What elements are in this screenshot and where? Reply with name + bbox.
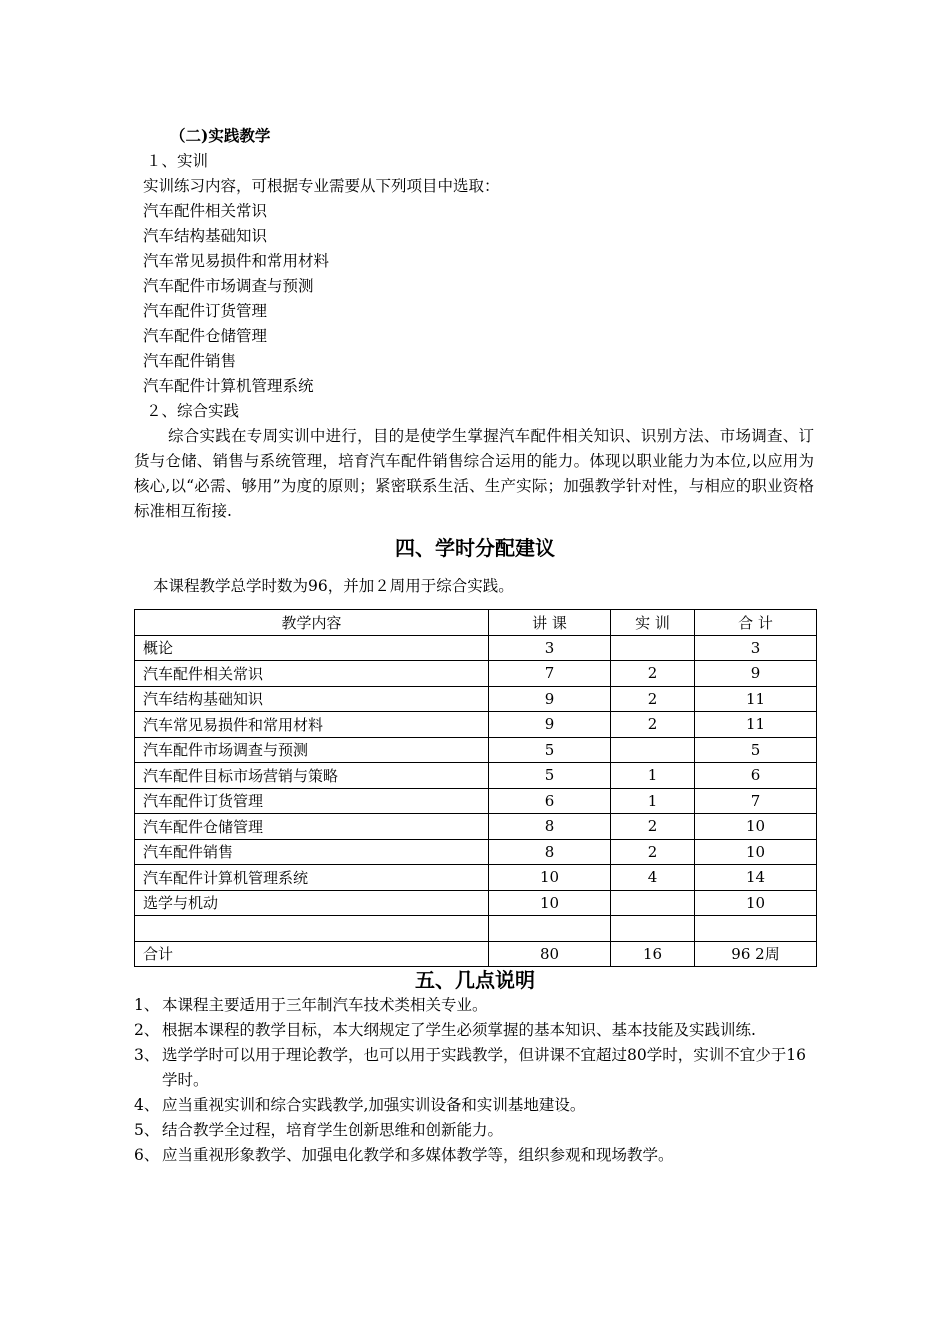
header-practice: 实 训	[611, 610, 695, 636]
practice-heading: （二)实践教学	[170, 126, 271, 145]
cell-practice: 1	[611, 763, 695, 789]
note-item	[134, 1043, 814, 1092]
cell-lecture: 10	[489, 890, 611, 916]
cell-total: 6	[695, 763, 817, 789]
cell-practice	[611, 635, 695, 661]
cell-lecture: 8	[489, 814, 611, 840]
header-lecture: 讲 课	[489, 610, 611, 636]
practice-item: 汽车配件相关常识	[143, 202, 268, 220]
table-row	[135, 865, 817, 891]
cell-lecture: 8	[489, 839, 611, 865]
hours-table	[134, 609, 817, 967]
note-item	[134, 1118, 814, 1143]
cell-lecture: 10	[489, 865, 611, 891]
cell-content: 汽车配件仓储管理	[135, 814, 489, 840]
cell-content: 汽车配件计算机管理系统	[135, 865, 489, 891]
practice-item: 汽车配件市场调查与预测	[143, 277, 314, 295]
table-header-row	[135, 610, 817, 636]
cell-total: 9	[695, 661, 817, 687]
note-number: 3、	[134, 1046, 160, 1064]
cell-content: 汽车结构基础知识	[135, 686, 489, 712]
section4-intro: 本课程教学总学时数为96，并加２周用于综合实践。	[153, 577, 514, 595]
table-row	[135, 814, 817, 840]
table-total-row	[135, 941, 817, 967]
table-row	[135, 788, 817, 814]
note-text: 结合教学全过程，培育学生创新思维和创新能力。	[162, 1121, 504, 1139]
cell-total: 10	[695, 814, 817, 840]
table-row	[135, 686, 817, 712]
cell-practice	[611, 890, 695, 916]
practice-item: 汽车配件销售	[143, 352, 237, 370]
cell-content: 选学与机动	[135, 890, 489, 916]
practice-sub1: １、实训	[146, 152, 209, 170]
cell-total: 7	[695, 788, 817, 814]
cell-content: 合计	[135, 941, 489, 967]
header-total: 合 计	[695, 610, 817, 636]
note-item	[134, 1143, 814, 1168]
cell-practice: 2	[611, 686, 695, 712]
practice-item: 汽车结构基础知识	[143, 227, 268, 245]
practice-item: 汽车配件订货管理	[143, 302, 268, 320]
practice-item: 汽车配件计算机管理系统	[143, 377, 314, 395]
practice-paragraph: 综合实践在专周实训中进行，目的是使学生掌握汽车配件相关知识、识别方法、市场调查、订货与仓储、销售与系统管理，培育汽车配件销售综合运用的能力。体现以职业能力为本位,以应用为核心,以“必需、够用”为度的原则；紧密联系生活、生产实际；加强教学针对性，与相应的职业资格标准相互衔接.	[134, 427, 814, 520]
cell-content: 汽车配件目标市场营销与策略	[135, 763, 489, 789]
cell-content: 汽车配件市场调查与预测	[135, 737, 489, 763]
cell-lecture: 7	[489, 661, 611, 687]
cell-practice: 2	[611, 661, 695, 687]
cell-total	[695, 916, 817, 942]
cell-lecture	[489, 916, 611, 942]
note-item	[134, 1018, 814, 1043]
cell-lecture: 5	[489, 763, 611, 789]
table-row	[135, 661, 817, 687]
table-row	[135, 890, 817, 916]
cell-practice: 16	[611, 941, 695, 967]
practice-item: 汽车配件仓储管理	[143, 327, 268, 345]
header-content: 教学内容	[135, 610, 489, 636]
note-text: 根据本课程的教学目标，本大纲规定了学生必须掌握的基本知识、基本技能及实践训练.	[162, 1021, 756, 1039]
cell-practice: 2	[611, 814, 695, 840]
cell-content: 汽车配件相关常识	[135, 661, 489, 687]
note-text: 应当重视形象教学、加强电化教学和多媒体教学等，组织参观和现场教学。	[162, 1146, 674, 1164]
practice-sub2: ２、综合实践	[146, 402, 240, 420]
cell-lecture: 80	[489, 941, 611, 967]
table-row	[135, 712, 817, 738]
cell-total: 3	[695, 635, 817, 661]
cell-practice: 4	[611, 865, 695, 891]
cell-practice	[611, 737, 695, 763]
cell-content	[135, 916, 489, 942]
note-number: 2、	[134, 1021, 160, 1039]
cell-total: 96 2周	[695, 941, 817, 967]
cell-total: 11	[695, 712, 817, 738]
cell-practice: 2	[611, 712, 695, 738]
cell-lecture: 5	[489, 737, 611, 763]
note-number: 5、	[134, 1121, 160, 1139]
section5-title: 五、几点说明	[415, 968, 535, 992]
note-number: 1、	[134, 996, 160, 1014]
cell-lecture: 3	[489, 635, 611, 661]
cell-practice: 1	[611, 788, 695, 814]
table-row	[135, 839, 817, 865]
practice-intro: 实训练习内容，可根据专业需要从下列项目中选取：	[143, 177, 500, 195]
practice-item: 汽车常见易损件和常用材料	[143, 252, 330, 270]
cell-lecture: 9	[489, 686, 611, 712]
note-text: 选学学时可以用于理论教学，也可以用于实践教学，但讲课不宜超过80学时，实训不宜少于16学时。	[162, 1046, 806, 1089]
cell-total: 10	[695, 839, 817, 865]
section4-title: 四、学时分配建议	[395, 536, 555, 560]
note-text: 应当重视实训和综合实践教学,加强实训设备和实训基地建设。	[162, 1096, 586, 1114]
cell-content: 汽车配件销售	[135, 839, 489, 865]
note-number: 4、	[134, 1096, 160, 1114]
cell-content: 汽车常见易损件和常用材料	[135, 712, 489, 738]
table-row	[135, 635, 817, 661]
cell-lecture: 9	[489, 712, 611, 738]
note-text: 本课程主要适用于三年制汽车技术类相关专业。	[162, 996, 488, 1014]
table-row	[135, 737, 817, 763]
cell-total: 10	[695, 890, 817, 916]
cell-total: 14	[695, 865, 817, 891]
table-row	[135, 763, 817, 789]
table-row-empty	[135, 916, 817, 942]
cell-practice: 2	[611, 839, 695, 865]
cell-practice	[611, 916, 695, 942]
cell-content: 概论	[135, 635, 489, 661]
cell-lecture: 6	[489, 788, 611, 814]
note-item	[134, 1093, 814, 1118]
cell-total: 5	[695, 737, 817, 763]
note-item	[134, 993, 814, 1018]
cell-total: 11	[695, 686, 817, 712]
note-number: 6、	[134, 1146, 160, 1164]
cell-content: 汽车配件订货管理	[135, 788, 489, 814]
